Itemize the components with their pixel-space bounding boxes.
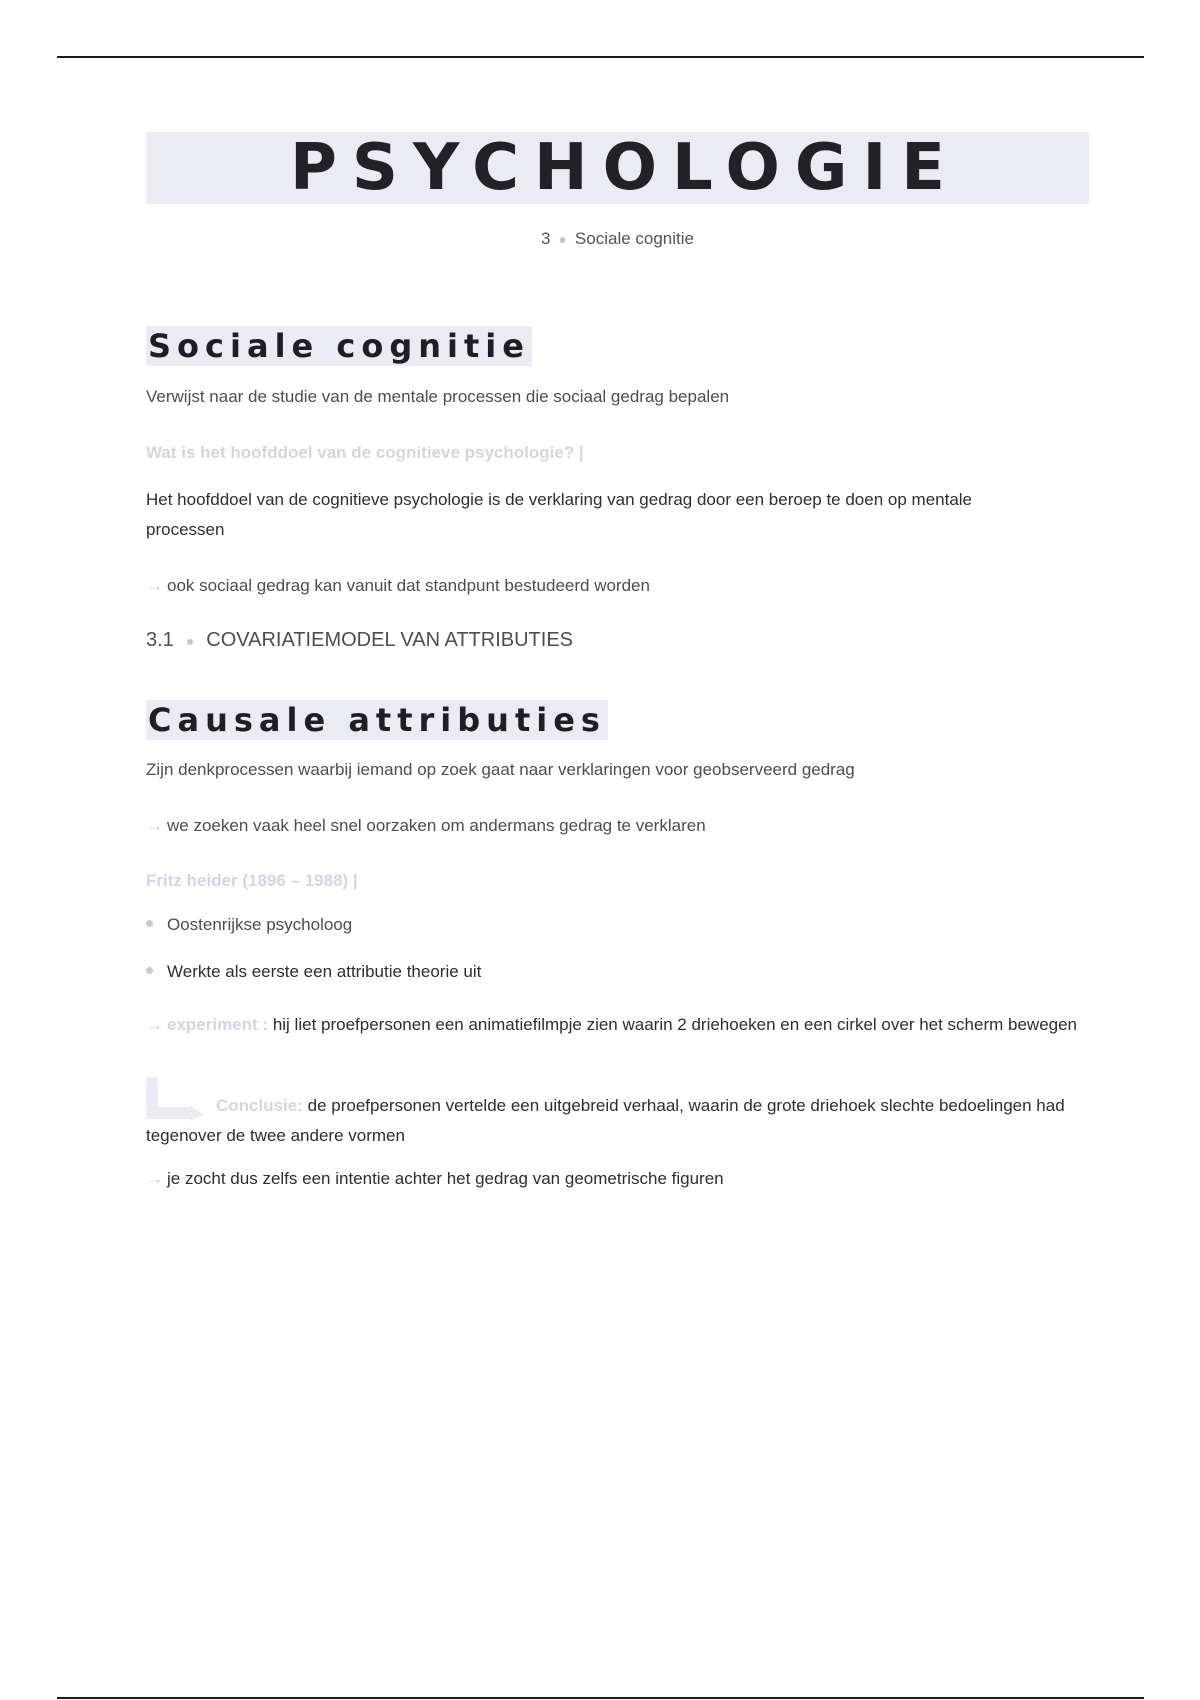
top-rule xyxy=(57,56,1144,58)
conclusion-label: Conclusie: xyxy=(216,1096,303,1115)
note-line-2 xyxy=(146,811,1089,841)
section-heading-causale-attributies: Causale attributies xyxy=(148,701,606,739)
chapter-number: 3 xyxy=(540,229,551,248)
experiment-label: experiment : xyxy=(167,1015,269,1034)
page-title: PSYCHOLOGIE xyxy=(290,131,960,205)
right-arrow-icon: → xyxy=(146,1169,163,1188)
bullet-dot-icon xyxy=(146,967,153,974)
final-note-line xyxy=(146,1164,1089,1194)
conclusion-paragraph xyxy=(146,1077,1089,1151)
conclusion-text: de proefpersonen vertelde een uitgebreid verhaal, waarin de grote driehoek slechte bedoelingen had tegenover de twee andere vormen xyxy=(146,1096,1065,1145)
section-heading-sociale-cognitie: Sociale cognitie xyxy=(148,327,530,365)
note-text-2: we zoeken vaak heel snel oorzaken om andermans gedrag te verklaren xyxy=(167,816,706,835)
person-label: Fritz heider (1896 – 1988) | xyxy=(146,871,358,890)
list-item xyxy=(146,915,352,935)
question-label: Wat is het hoofddoel van de cognitieve psychologie? | xyxy=(146,443,584,462)
answer-text: Het hoofddoel van de cognitieve psychologie is de verklaring van gedrag door een beroep te doen op mentale processen xyxy=(146,490,973,539)
subsection-number: 3.1 xyxy=(146,629,174,651)
bullet-dot-icon xyxy=(146,920,153,927)
note-line xyxy=(146,571,1089,601)
title-band xyxy=(146,132,1089,204)
right-arrow-icon: → xyxy=(146,576,163,595)
chapter-line xyxy=(146,229,1089,249)
subsection-heading xyxy=(146,629,573,652)
bottom-rule xyxy=(57,1697,1144,1699)
chapter-name: Sociale cognitie xyxy=(574,229,694,248)
list-item-text: Oostenrijkse psycholoog xyxy=(167,915,353,934)
subsection-title: COVARIATIEMODEL VAN ATTRIBUTIES xyxy=(206,629,573,651)
definition-causale-attributies: Zijn denkprocessen waarbij iemand op zoek gaat naar verklaringen voor geobserveerd gedrag xyxy=(146,760,855,779)
right-arrow-icon: → xyxy=(146,1015,163,1034)
bullet-dot-icon: ● xyxy=(185,633,195,649)
experiment-paragraph xyxy=(146,1010,1089,1040)
list-item-text: Werkte als eerste een attributie theorie uit xyxy=(167,962,482,981)
bent-arrow-icon xyxy=(146,1077,206,1121)
definition-sociale-cognitie: Verwijst naar de studie van de mentale processen die sociaal gedrag bepalen xyxy=(146,387,730,406)
note-text: ook sociaal gedrag kan vanuit dat standpunt bestudeerd worden xyxy=(167,576,650,595)
list-item xyxy=(146,962,481,982)
bullet-dot-icon: ● xyxy=(558,231,567,247)
experiment-text: hij liet proefpersonen een animatiefilmpje zien waarin 2 driehoeken en een cirkel over het scherm bewegen xyxy=(272,1015,1078,1034)
right-arrow-icon: → xyxy=(146,816,163,835)
final-note-text: je zocht dus zelfs een intentie achter het gedrag van geometrische figuren xyxy=(167,1169,724,1188)
